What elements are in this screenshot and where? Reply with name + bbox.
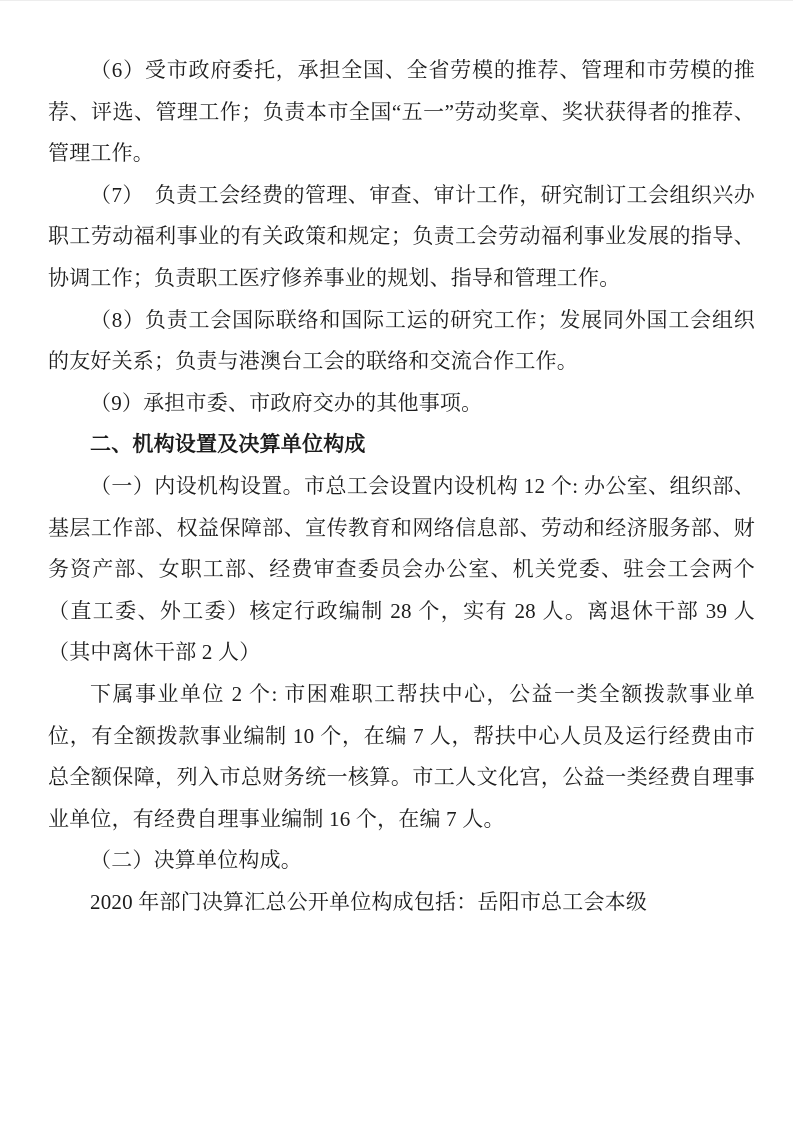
paragraph-duty-item-6: （6）受市政府委托，承担全国、全省劳模的推荐、管理和市劳模的推荐、评选、管理工作；负责本市全国“五一”劳动奖章、奖状获得者的推荐、管理工作。: [48, 58, 755, 166]
section-heading-org-setup: 二、机构设置及决算单位构成: [90, 433, 366, 457]
paragraph-disclosure-scope: 2020 年部门决算汇总公开单位构成包括：岳阳市总工会本级: [90, 889, 648, 914]
paragraph-duty-item-7: （7） 负责工会经费的管理、审查、审计工作，研究制订工会组织兴办职工劳动福利事业的有关政策和规定；负责工会劳动福利事业发展的指导、协调工作；负责职工医疗修养事业的规划、指导和管理工作。: [48, 182, 755, 290]
paragraph-subordinate-units: 下属事业单位 2 个: 市困难职工帮扶中心，公益一类全额拨款事业单位，有全额拨款事业编制 10 个，在编 7 人，帮扶中心人员及运行经费由市总全额保障，列入市总财务统一核算。市工人文化宫，公益一类经费自理事业单位，有经费自理事业编制 16 个，在编 7 人。: [48, 681, 755, 831]
paragraph-unit-composition: （二）决算单位构成。: [90, 848, 302, 873]
paragraph-duty-item-9: （9）承担市委、市政府交办的其他事项。: [90, 390, 483, 415]
paragraph-internal-org-setup: （一）内设机构设置。市总工会设置内设机构 12 个: 办公室、组织部、基层工作部、权益保障部、宣传教育和网络信息部、劳动和经济服务部、财务资产部、女职工部、经费审查委员会办公室、机关党委、驻会工会两个（直工委、外工委）核定行政编制 28 个，实有 28 人。离退休干部 39 人（其中离休干部 2 人）: [48, 473, 755, 665]
paragraph-duty-item-8: （8）负责工会国际联络和国际工运的研究工作；发展同外国工会组织的友好关系；负责与港澳台工会的联络和交流合作工作。: [48, 307, 755, 374]
document-body: [48, 50, 755, 923]
